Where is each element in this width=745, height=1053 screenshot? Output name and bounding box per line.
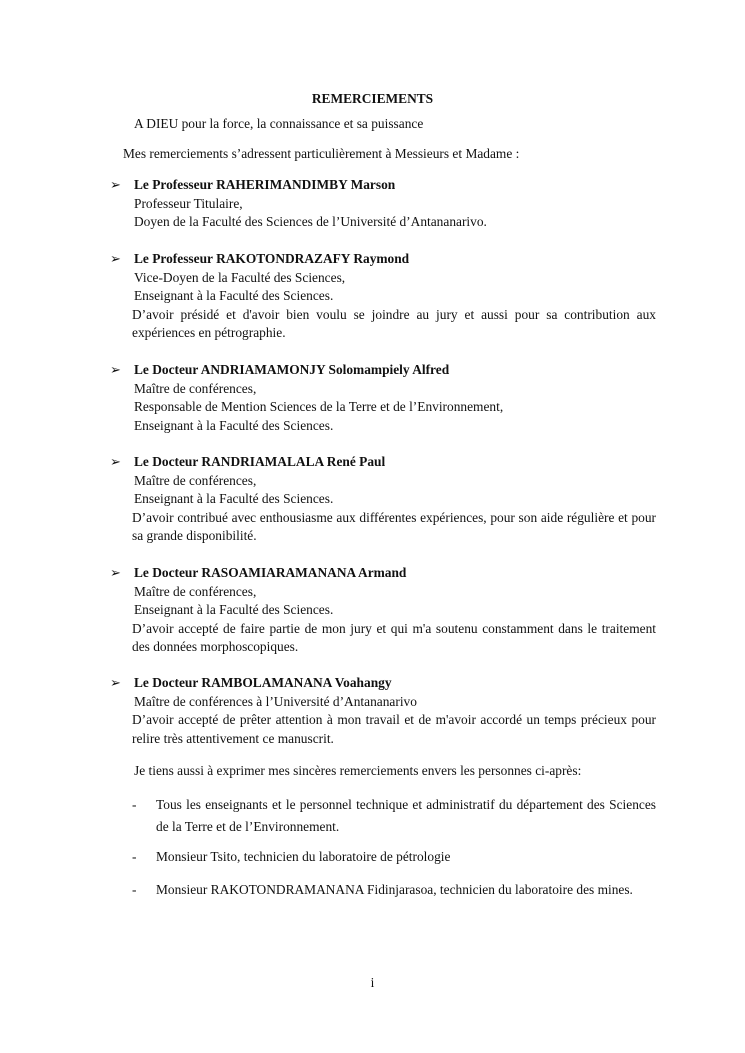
- intro-line: Mes remerciements s’adressent particulièrement à Messieurs et Madame :: [123, 146, 520, 161]
- closing-intro-line: Je tiens aussi à exprimer mes sincères remerciements envers les personnes ci-après:: [134, 763, 582, 778]
- person-detail: Doyen de la Faculté des Sciences de l’Université d’Antananarivo.: [134, 214, 487, 230]
- person-entry: [134, 564, 656, 657]
- person-name: Le Professeur RAHERIMANDIMBY Marson: [134, 177, 396, 192]
- person-name: Le Professeur RAKOTONDRAZAFY Raymond: [134, 251, 410, 266]
- dash-bullet: -: [132, 797, 137, 812]
- arrow-bullet-icon: ➢: [110, 565, 121, 580]
- dedication-line: A DIEU pour la force, la connaissance et sa puissance: [134, 116, 424, 131]
- person-entry: [134, 361, 656, 435]
- list-item: Monsieur RAKOTONDRAMANANA Fidinjarasoa, technicien du laboratoire des mines.: [156, 882, 633, 897]
- person-detail: Vice-Doyen de la Faculté des Sciences,: [134, 269, 346, 285]
- dash-bullet: -: [132, 849, 137, 864]
- person-detail: Professeur Titulaire,: [134, 195, 243, 211]
- person-thanks: D’avoir contribué avec enthousiasme aux différentes expériences, pour son aide régulière et pour sa grande disponibilité.: [132, 509, 656, 544]
- person-entry: [134, 176, 656, 232]
- page-number: i: [370, 975, 375, 990]
- arrow-bullet-icon: ➢: [110, 251, 121, 266]
- arrow-bullet-icon: ➢: [110, 454, 121, 469]
- person-detail: Responsable de Mention Sciences de la Terre et de l’Environnement,: [134, 399, 504, 415]
- person-detail: Maître de conférences,: [134, 472, 257, 488]
- person-thanks: D’avoir accepté de prêter attention à mon travail et de m'avoir accordé un temps précieux pour relire très attentivement ce manuscrit.: [132, 712, 656, 746]
- person-name: Le Docteur ANDRIAMAMONJY Solomampiely Alfred: [134, 362, 450, 377]
- list-item: Monsieur Tsito, technicien du laboratoire de pétrologie: [156, 849, 451, 864]
- person-detail: Enseignant à la Faculté des Sciences.: [134, 602, 334, 618]
- arrow-bullet-icon: ➢: [110, 675, 121, 690]
- person-thanks: D’avoir présidé et d'avoir bien voulu se joindre au jury et aussi pour sa contribution aux expériences en pétrographie.: [132, 306, 656, 341]
- person-name: Le Docteur RASOAMIARAMANANA Armand: [134, 565, 407, 580]
- person-thanks: D’avoir accepté de faire partie de mon jury et qui m'a soutenu constamment dans le traitement des données morphoscopiques.: [132, 620, 656, 655]
- arrow-bullet-icon: ➢: [110, 177, 121, 192]
- list-item: Tous les enseignants et le personnel technique et administratif du département des Sciences de la Terre et de l’Environnement.: [156, 797, 656, 834]
- person-detail: Maître de conférences à l’Université d’Antananarivo: [134, 693, 417, 709]
- dash-bullet: -: [132, 882, 137, 897]
- page-title: REMERCIEMENTS: [311, 91, 434, 106]
- person-name: Le Docteur RAMBOLAMANANA Voahangy: [134, 675, 392, 690]
- person-detail: Maître de conférences,: [134, 380, 257, 396]
- person-detail: Maître de conférences,: [134, 583, 257, 599]
- person-detail: Enseignant à la Faculté des Sciences.: [134, 491, 334, 507]
- person-detail: Enseignant à la Faculté des Sciences.: [134, 288, 334, 304]
- person-entry: [134, 250, 656, 343]
- person-entry: [134, 453, 656, 546]
- person-entry: [134, 674, 656, 748]
- person-name: Le Docteur RANDRIAMALALA René Paul: [134, 454, 386, 469]
- arrow-bullet-icon: ➢: [110, 362, 121, 377]
- person-detail: Enseignant à la Faculté des Sciences.: [134, 417, 334, 433]
